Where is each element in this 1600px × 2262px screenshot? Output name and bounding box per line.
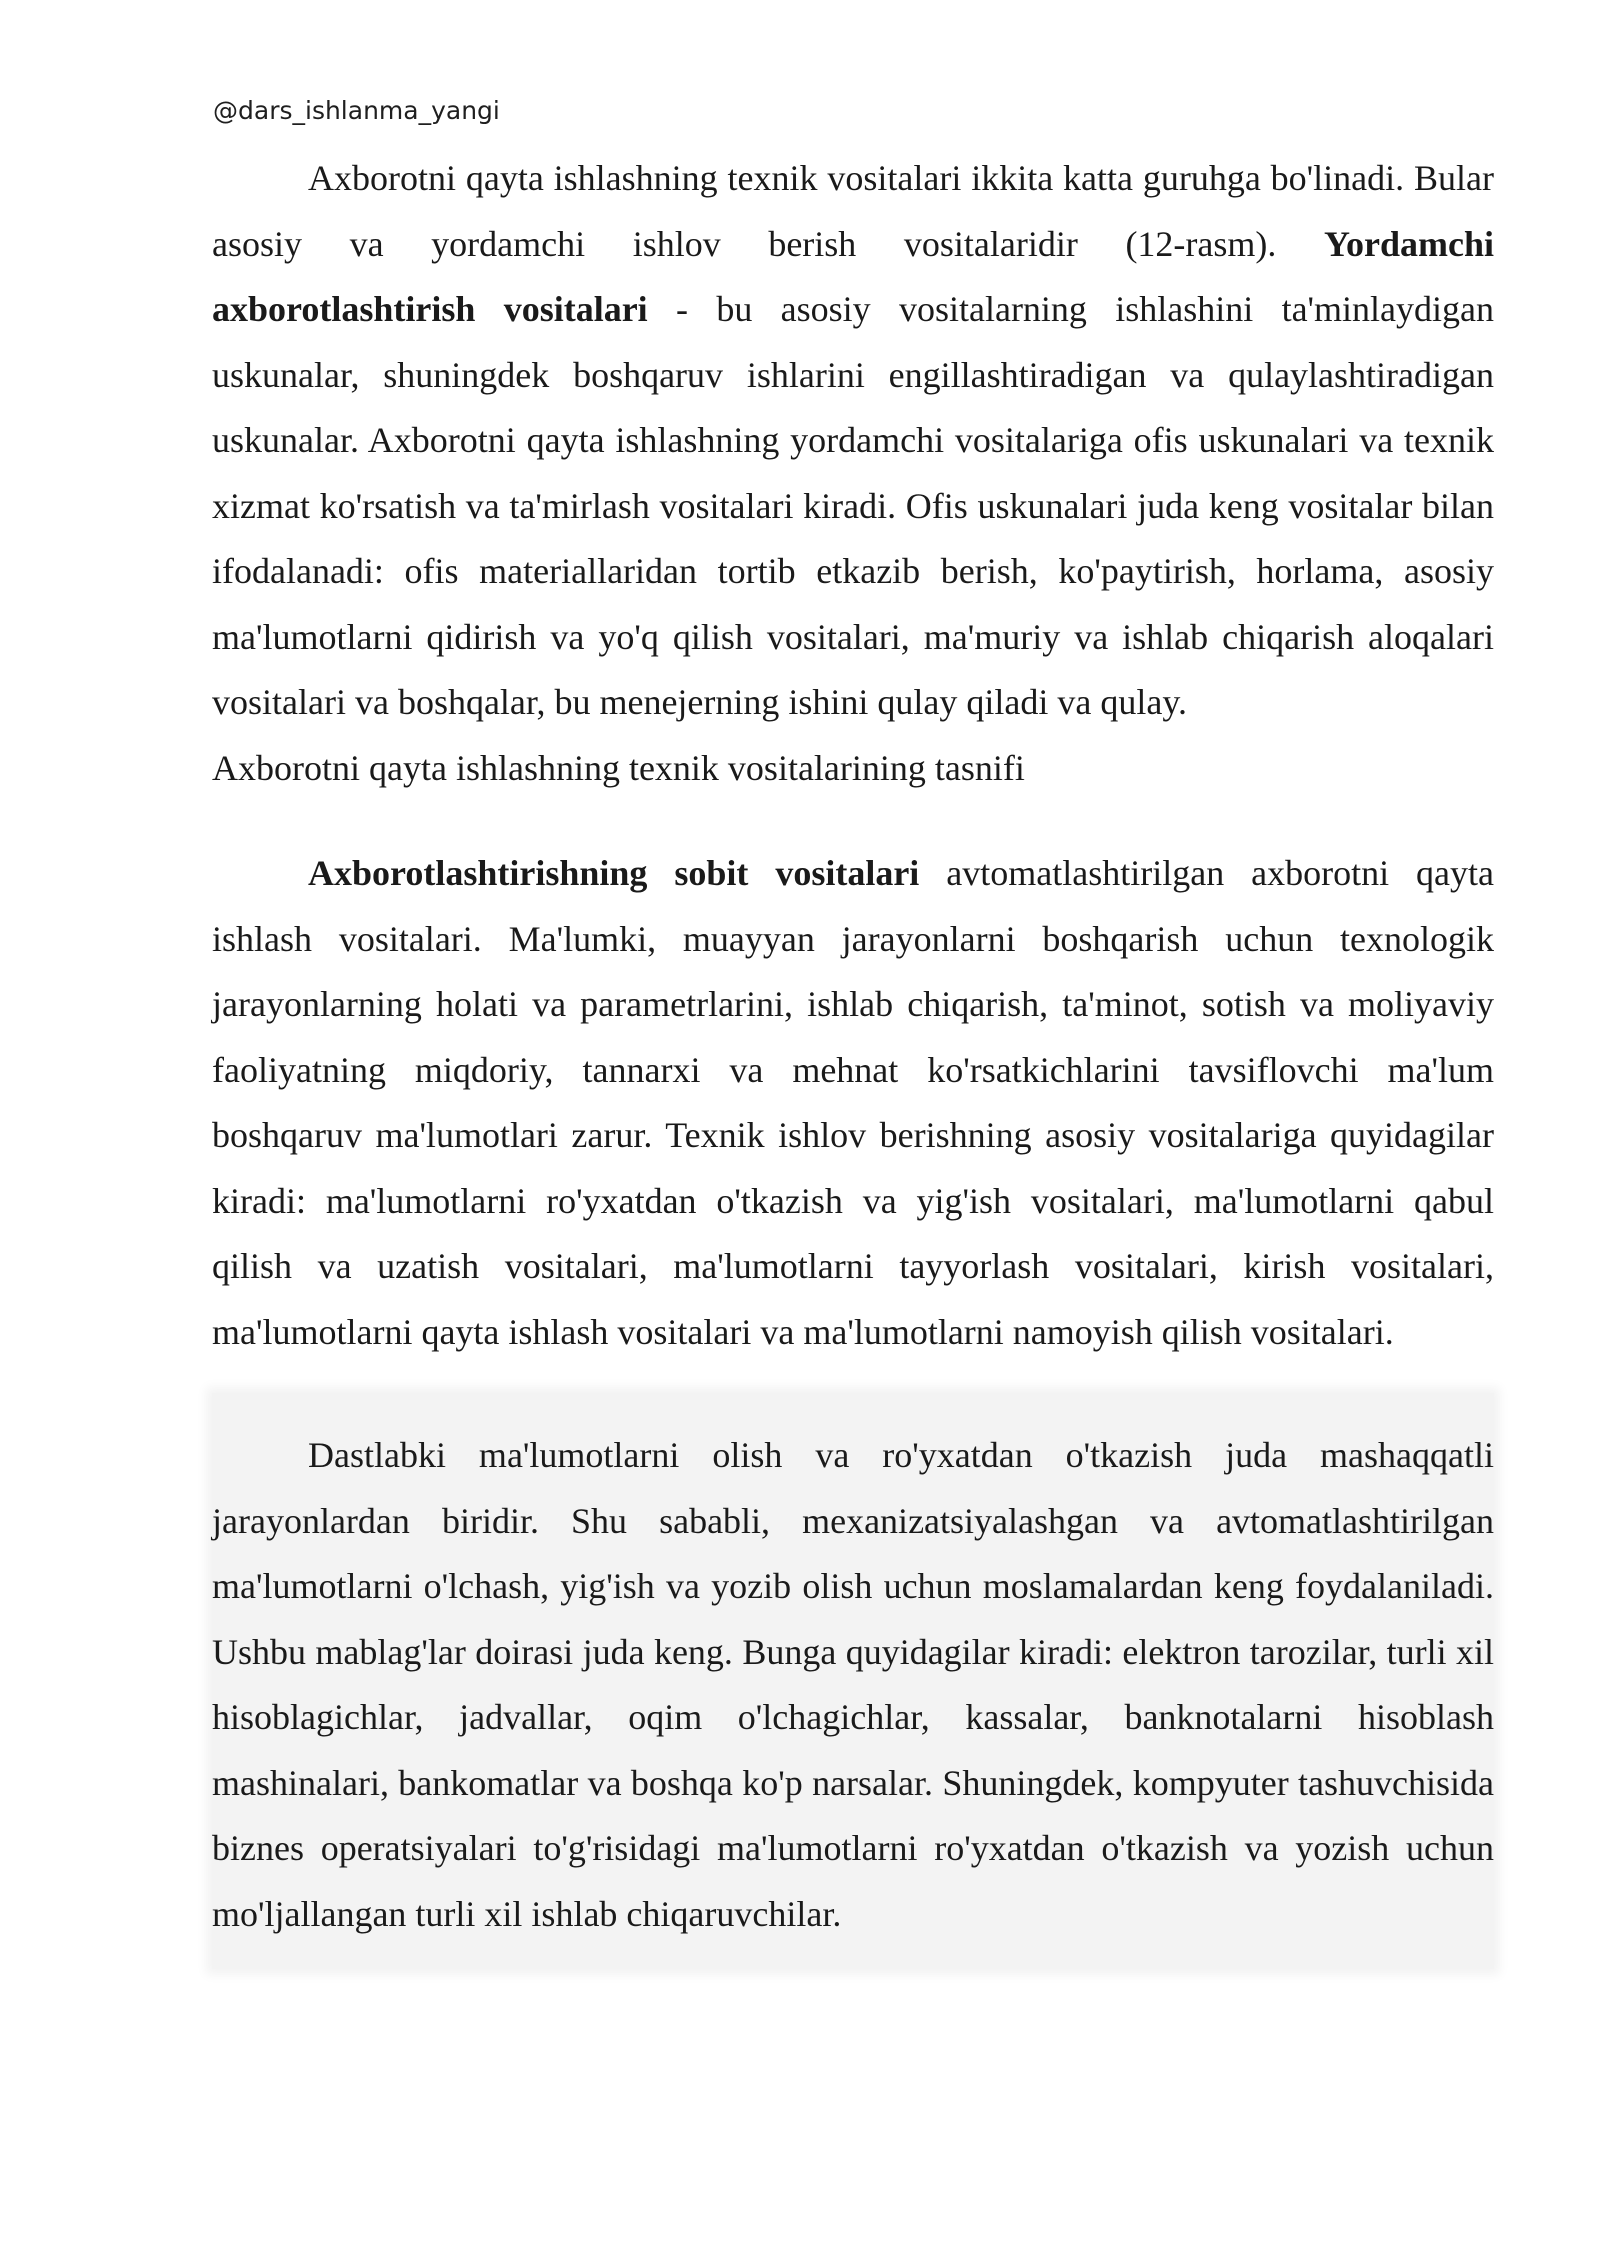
paragraph-text: - bu asosiy vositalarning ishlashini ta'minlaydigan uskunalar, shuningdek boshqaruv ishlarini engillashtiradigan va qulaylashtiradigan uskunalar. Axborotni qayta ishlashning yordamchi vositalariga ofis uskunalari va texnik xizmat ko'rsatish va ta'mirlash vositalari kiradi. Ofis uskunalari juda keng vositalar bilan ifodalanadi: ofis materiallaridan tortib etkazib berish, ko'paytirish, horlama, asosiy ma'lumotlarni qidirish va yo'q qilish vositalari, ma'muriy va ishlab chiqarish aloqalari vositalari va boshqalar, bu menejerning ishini qulay qiladi va qulay. (212, 289, 1495, 722)
bold-term-auxiliary-tools: Yordamchi axborotlashtirish vositalari (212, 223, 1495, 329)
paragraph-data-registration: Dastlabki ma'lumotlarni olish va ro'yxatdan o'tkazish juda mashaqqatli jarayonlardan biridir. Shu sababli, mexanizatsiyalashgan va avtomatlashtirilgan ma'lumotlarni o'lchash, yig'ish va yozib olish uchun moslamalardan keng foydalaniladi. Ushbu mablag'lar doirasi juda keng. Bunga quyidagilar kiradi: elektron tarozilar, turli xil hisoblagichlar, jadvallar, oqim o'lchagichlar, kassalar, banknotalarni hisoblash mashinalari, bankomatlar va boshqa ko'p narsalar. Shuningdek, kompyuter tashuvchisida biznes operatsiyalari to'g'risidagi ma'lumotlarni ro'yxatdan o'tkazish va yozish uchun mo'ljallangan turli xil ishlab chiqaruvchilar. (212, 1435, 1494, 1934)
bold-term-fixed-tools: Axborotlashtirishning sobit vositalari (308, 853, 920, 893)
paragraph-text: avtomatlashtirilgan axborotni qayta ishlash vositalari. Ma'lumki, muayyan jarayonlarni boshqarish uchun texnologik jarayonlarning holati va parametrlarini, ishlab chiqarish, ta'minot, sotish va moliyaviy faoliyatning miqdoriy, tannarxi va mehnat ko'rsatkichlarini tavsiflovchi ma'lum boshqaruv ma'lumotlari zarur. Texnik ishlov berishning asosiy vositalariga quyidagilar kiradi: ma'lumotlarni ro'yxatdan o'tkazish va yig'ish vositalari, ma'lumotlarni qabul qilish va uzatish vositalari, ma'lumotlarni tayyorlash vositalari, kirish vositalari, ma'lumotlarni qayta ishlash vositalari va ma'lumotlarni namoyish qilish vositalari. (212, 853, 1495, 1352)
caption-spacer (212, 801, 1494, 841)
paragraph-auxiliary-tools (212, 146, 1494, 736)
channel-handle: @dars_ishlanma_yangi (213, 96, 500, 125)
paragraph-text: Axborotni qayta ishlashning texnik vositalari ikkita katta guruhga bo'linadi. Bular asosiy va yordamchi ishlov berish vositalaridir (12-rasm). (212, 158, 1494, 264)
shaded-block (212, 1393, 1494, 1969)
page-body (212, 146, 1494, 1969)
paragraph-fixed-tools (212, 841, 1494, 1365)
figure-caption: Axborotni qayta ishlashning texnik vositalarining tasnifi (212, 747, 1025, 788)
